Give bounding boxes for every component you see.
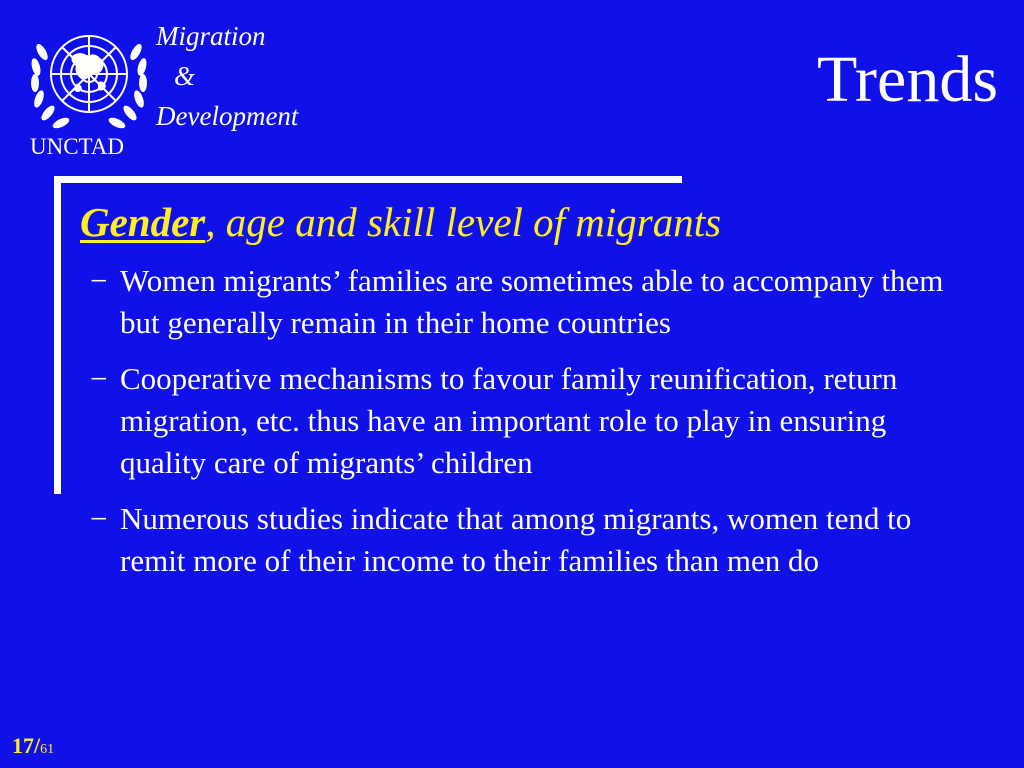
bullet-text: Numerous studies indicate that among migrants, women tend to remit more of their income to their families than men do xyxy=(120,501,912,578)
page-current: 17/ xyxy=(12,733,41,758)
slide-subtitle xyxy=(156,16,298,136)
subtitle-line-2: & xyxy=(174,61,196,91)
bullet-list xyxy=(90,260,970,596)
frame-top-bar xyxy=(54,176,682,183)
subtitle-line-3: Development xyxy=(156,101,299,131)
bullet-text: Women migrants’ families are sometimes able to accompany them but generally remain in their home countries xyxy=(120,263,944,340)
list-item xyxy=(90,358,970,484)
list-item xyxy=(90,498,970,582)
org-label: UNCTAD xyxy=(30,134,124,159)
bullet-dash: − xyxy=(90,361,108,396)
subtitle-line-1: Migration xyxy=(156,21,266,51)
slide-title: Trends xyxy=(817,43,998,116)
page-total: 61 xyxy=(40,742,55,757)
page-number xyxy=(12,732,54,764)
un-emblem-icon xyxy=(28,22,150,132)
list-item xyxy=(90,260,970,344)
bullet-dash: − xyxy=(90,501,108,536)
frame-left-bar xyxy=(54,176,61,494)
bullet-text: Cooperative mechanisms to favour family reunification, return migration, etc. thus have an important role to play in ensuring quality care of migrants’ children xyxy=(120,361,898,480)
heading-rest: , age and skill level of migrants xyxy=(205,199,722,245)
section-heading xyxy=(80,196,721,248)
bullet-dash: − xyxy=(90,263,108,298)
heading-emphasis: Gender xyxy=(80,199,206,245)
